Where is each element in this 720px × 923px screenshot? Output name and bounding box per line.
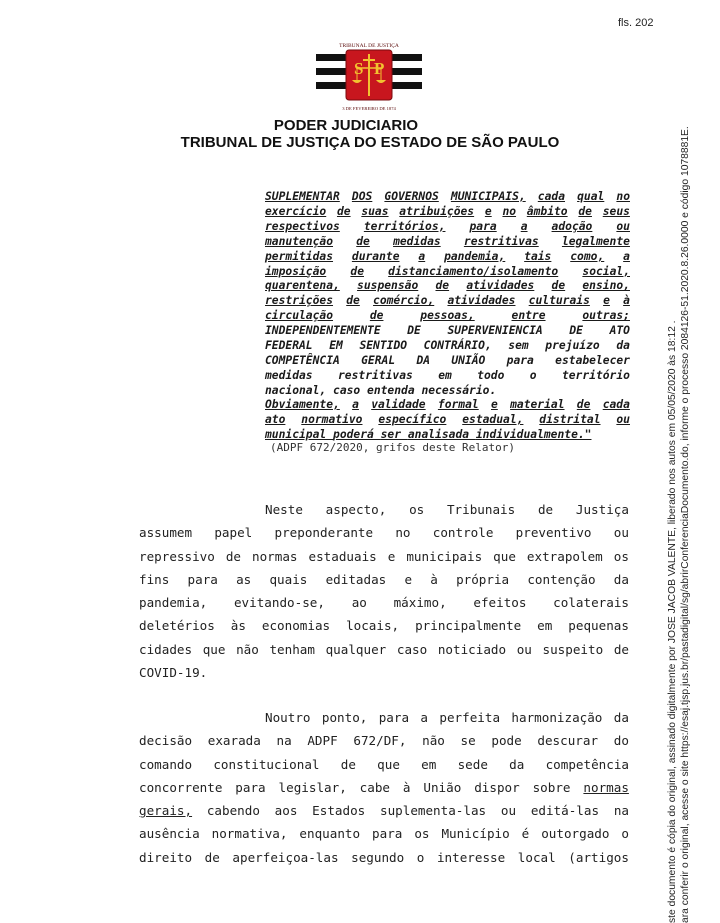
text-line: COVID-19.: [139, 665, 208, 681]
text-line: permitidas durante a pandemia, tais como, a: [265, 249, 630, 263]
crest-letter-p: P: [374, 59, 385, 78]
text-line: concorrente para legislar, cabe à União dispor sobre normas: [139, 779, 629, 795]
text-line: fins para as quais editadas e à própria contenção da: [139, 571, 629, 587]
body-paragraph-2: [139, 706, 629, 869]
text-line: COMPETÊNCIA GERAL DA UNIÃO para estabelecer: [265, 353, 630, 367]
text-line: nacional, caso entenda necessário.: [265, 383, 497, 397]
text-line: respectivos territórios, para a adoção ou: [265, 219, 630, 233]
text-line: circulação de pessoas, entre outras;: [265, 309, 630, 323]
text-line: pandemia, evitando-se, ao máximo, efeitos colaterais: [139, 595, 629, 611]
text-line: municipal poderá ser analisada individualmente.": [265, 427, 592, 441]
text-line: cidades que não tenham qualquer caso noticiado ou suspeito de: [139, 641, 629, 657]
body-paragraph-1: [139, 498, 629, 684]
signature-line-1: ste documento é cópia do original, assinado digitalmente por JOSE JACOB VALENTE, liberado nos autos em 05/05/2020 às 18:12 .: [667, 320, 678, 923]
text-line: assumem papel preponderante no controle preventivo ou: [139, 525, 629, 541]
crest-letter-s: S: [354, 59, 364, 78]
text-line: SUPLEMENTAR DOS GOVERNOS MUNICIPAIS, cada qual no: [265, 190, 630, 203]
text-line: quarentena, suspensão de atividades de ensino,: [265, 279, 630, 293]
text-line: deletérios às economias locais, principalmente em pequenas: [139, 618, 629, 634]
text-line: FEDERAL EM SENTIDO CONTRÁRIO, sem prejuízo da: [265, 339, 630, 353]
text-line: direito de aperfeiçoa-las segundo o interesse local (artigos: [139, 849, 629, 865]
text-line: INDEPENDENTEMENTE DE SUPERVENIENCIA DE ATO: [265, 324, 630, 338]
digital-signature-note: [667, 126, 692, 923]
text-line: ato normativo específico estadual, distrital ou: [265, 412, 630, 426]
text-line: repressivo de normas estaduais e municipais que extrapolem os: [139, 548, 629, 564]
text-line: Noutro ponto, para a perfeita harmonização da: [265, 710, 629, 725]
quoted-excerpt-closing: [265, 398, 630, 443]
court-crest-logo: [316, 40, 422, 116]
margin-strip: [692, 0, 720, 923]
text-line: restrições de comércio, atividades culturais e à: [265, 294, 630, 308]
crest-bottom-text: 3 DE FEVEREIRO DE 1874: [342, 106, 396, 111]
quote-citation: (ADPF 672/2020, grifos deste Relator): [270, 441, 516, 454]
text-line: comando constitucional de que em sede da competência: [139, 756, 629, 772]
text-line: medidas restritivas em todo o território: [265, 368, 630, 382]
signature-line-2: ara conferir o original, acesse o site https://esaj.tjsp.jus.br/pastadigital/sg/abrirConferenciaDocumento.do, informe o processo 2084126-51.2020.8.26.0000 e código 1078881E.: [679, 126, 691, 923]
text-line: ausência normativa, enquanto para os Município é outorgado o: [139, 826, 629, 842]
quoted-excerpt: [265, 190, 630, 399]
text-line: Obviamente, a validade formal e material de cada: [265, 398, 630, 411]
text-line: Neste aspecto, os Tribunais de Justiça: [265, 502, 629, 517]
text-line: decisão exarada na ADPF 672/DF, não se pode descurar do: [139, 733, 629, 749]
crest-top-text: TRIBUNAL DE JUSTIÇA: [339, 43, 399, 49]
text-line: gerais, cabendo aos Estados suplementa-las ou editá-las na: [139, 803, 629, 819]
text-line: exercício de suas atribuições e no âmbito de seus: [265, 204, 630, 218]
header-poder-judiciario: PODER JUDICIARIO: [273, 117, 419, 134]
page-folio: fls. 202: [618, 17, 654, 29]
header-tribunal: TRIBUNAL DE JUSTIÇA DO ESTADO DE SÃO PAULO: [180, 134, 560, 151]
text-line: imposição de distanciamento/isolamento social,: [265, 264, 630, 278]
text-line: manutenção de medidas restritivas legalmente: [265, 234, 630, 248]
